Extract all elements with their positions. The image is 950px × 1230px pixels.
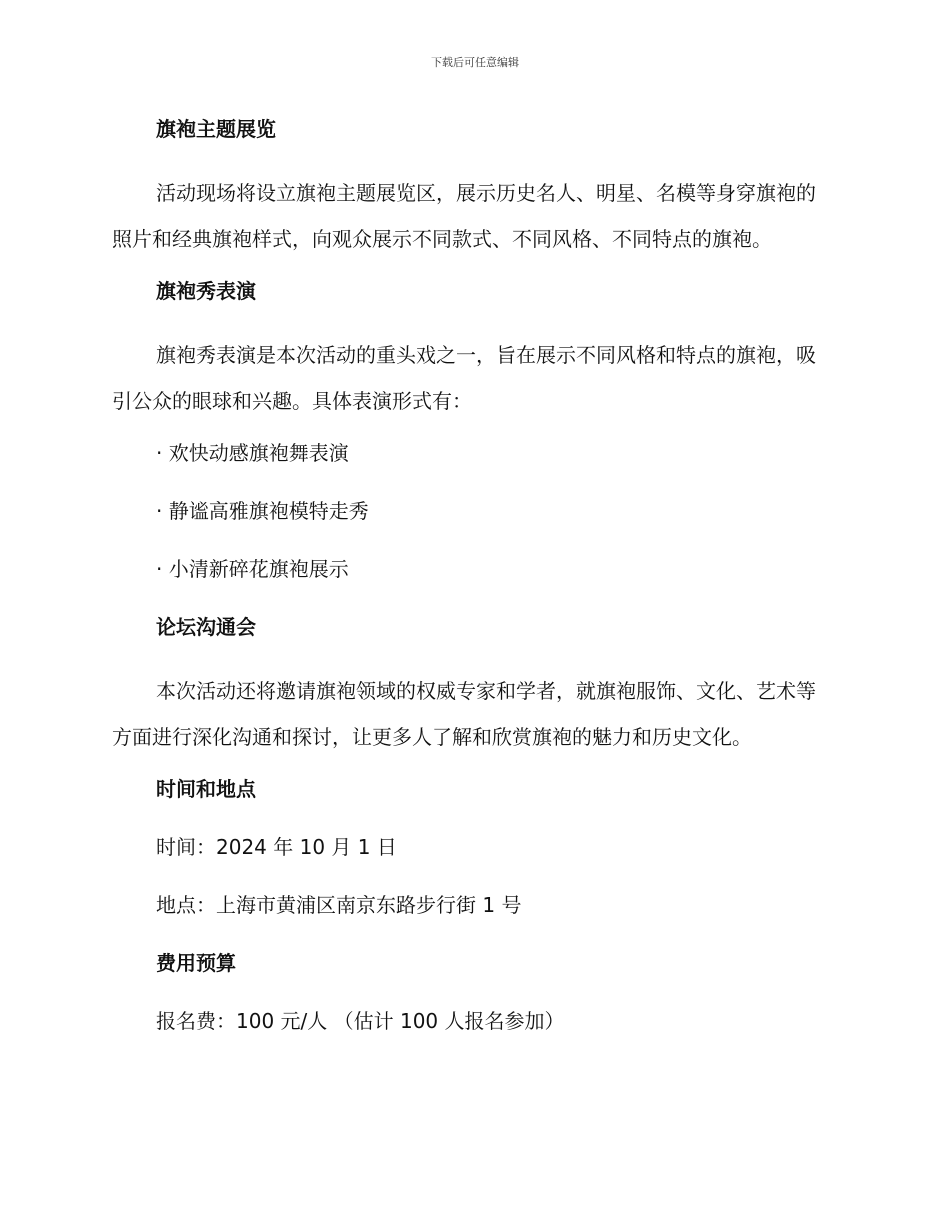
registration-fee: 报名费：100 元/人 （估计 100 人报名参加） — [156, 1009, 565, 1033]
section-body-exhibition: 活动现场将设立旗袍主题展览区，展示历史名人、明星、名模等身穿旗袍的照片和经典旗袍样式，向观众展示不同款式、不同风格、不同特点的旗袍。 — [112, 181, 816, 251]
section-title-time-place: 时间和地点 — [156, 777, 256, 801]
list-item: · 静谧高雅旗袍模特走秀 — [156, 499, 369, 523]
event-time: 时间：2024 年 10 月 1 日 — [156, 835, 397, 859]
section-title-forum: 论坛沟通会 — [156, 615, 256, 639]
page-header: 下载后可任意编辑 — [431, 56, 519, 69]
list-item: · 欢快动感旗袍舞表演 — [156, 441, 349, 465]
section-title-show: 旗袍秀表演 — [156, 279, 256, 303]
section-body-show: 旗袍秀表演是本次活动的重头戏之一，旨在展示不同风格和特点的旗袍，吸引公众的眼球和兴趣。具体表演形式有： — [112, 343, 816, 413]
section-title-exhibition: 旗袍主题展览 — [156, 117, 276, 141]
document-body — [112, 112, 832, 1062]
section-title-budget: 费用预算 — [156, 951, 236, 975]
event-place: 地点：上海市黄浦区南京东路步行街 1 号 — [156, 893, 522, 917]
section-body-forum: 本次活动还将邀请旗袍领域的权威专家和学者，就旗袍服饰、文化、艺术等方面进行深化沟通和探讨，让更多人了解和欣赏旗袍的魅力和历史文化。 — [112, 679, 816, 749]
list-item: · 小清新碎花旗袍展示 — [156, 557, 349, 581]
